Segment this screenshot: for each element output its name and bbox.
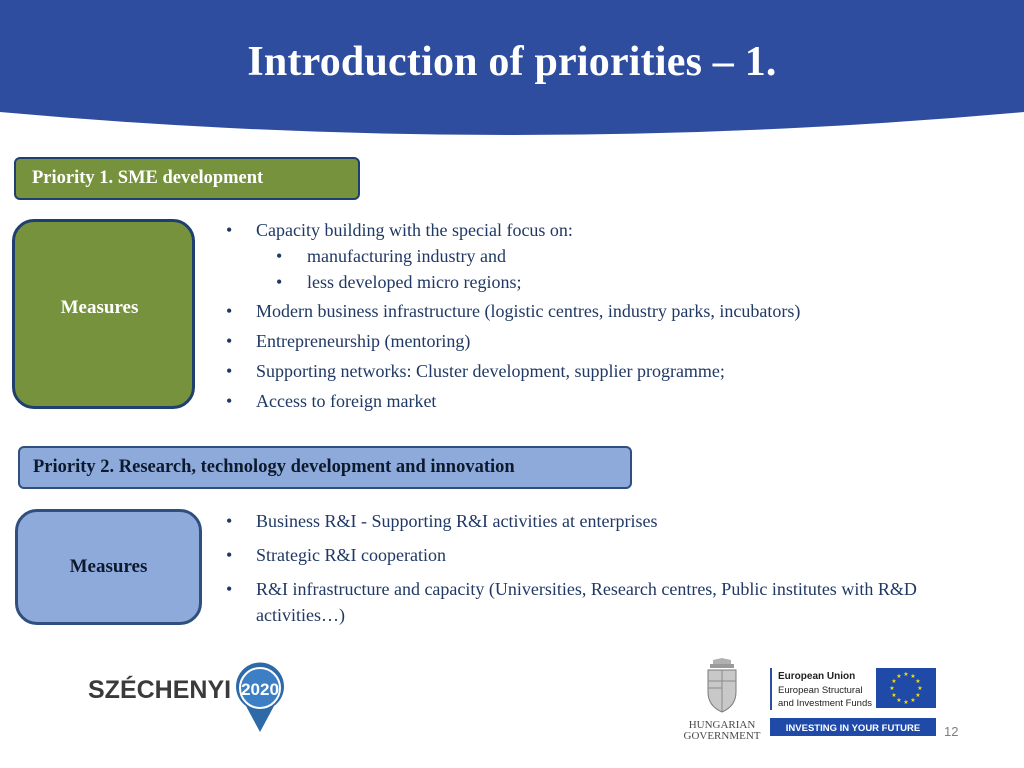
priority-1-measures-label: Measures <box>60 297 139 318</box>
list-item: • Supporting networks: Cluster development, supplier programme; <box>256 361 725 382</box>
svg-text:★: ★ <box>891 678 897 685</box>
svg-text:2020: 2020 <box>241 680 279 699</box>
svg-text:European Structural: European Structural <box>778 685 863 696</box>
list-item: • R&I infrastructure and capacity (Universities, Research centres, Public institutes with R&D activities…) <box>256 576 956 628</box>
svg-text:★: ★ <box>910 697 916 704</box>
svg-text:★: ★ <box>903 699 909 706</box>
priority-2-title: Priority 2. Research, technology development and innovation <box>18 446 632 489</box>
svg-text:and Investment Funds: and Investment Funds <box>778 698 872 709</box>
priority-2-measures-box <box>15 509 202 625</box>
priority-1-measures-box <box>12 219 195 409</box>
svg-text:Government: Government <box>683 730 761 742</box>
priority-2-measures-label: Measures <box>69 556 148 577</box>
list-item: • less developed micro regions; <box>307 272 521 293</box>
list-item: • Entrepreneurship (mentoring) <box>256 331 470 352</box>
priority-1-title: Priority 1. SME development <box>14 157 360 200</box>
svg-text:★: ★ <box>889 685 895 692</box>
list-item: • manufacturing industry and <box>307 246 506 267</box>
list-item: • Strategic R&I cooperation <box>256 545 446 566</box>
list-item: • Access to foreign market <box>256 391 436 412</box>
svg-text:★: ★ <box>891 692 897 699</box>
svg-text:★: ★ <box>896 673 902 680</box>
list-item: • Business R&I - Supporting R&I activities at enterprises <box>256 511 657 532</box>
eu-structural-funds-logo <box>770 666 940 740</box>
svg-text:★: ★ <box>903 671 909 678</box>
szechenyi-2020-logo <box>88 656 298 736</box>
svg-text:★: ★ <box>910 673 916 680</box>
svg-text:★: ★ <box>915 692 921 699</box>
svg-text:INVESTING IN YOUR FUTURE: INVESTING IN YOUR FUTURE <box>785 723 921 734</box>
svg-text:SZÉCHENYI: SZÉCHENYI <box>88 676 232 704</box>
svg-text:★: ★ <box>896 697 902 704</box>
svg-text:European Union: European Union <box>778 671 856 682</box>
svg-text:Hungarian: Hungarian <box>688 719 756 731</box>
list-item: • Capacity building with the special focus on: <box>256 220 573 241</box>
hungarian-government-logo <box>680 658 764 742</box>
slide-title: Introduction of priorities – 1. <box>247 39 777 85</box>
list-item: • Modern business infrastructure (logistic centres, industry parks, incubators) <box>256 301 800 322</box>
page-number: 12 <box>944 724 959 739</box>
svg-text:★: ★ <box>917 685 923 692</box>
svg-text:★: ★ <box>915 678 921 685</box>
